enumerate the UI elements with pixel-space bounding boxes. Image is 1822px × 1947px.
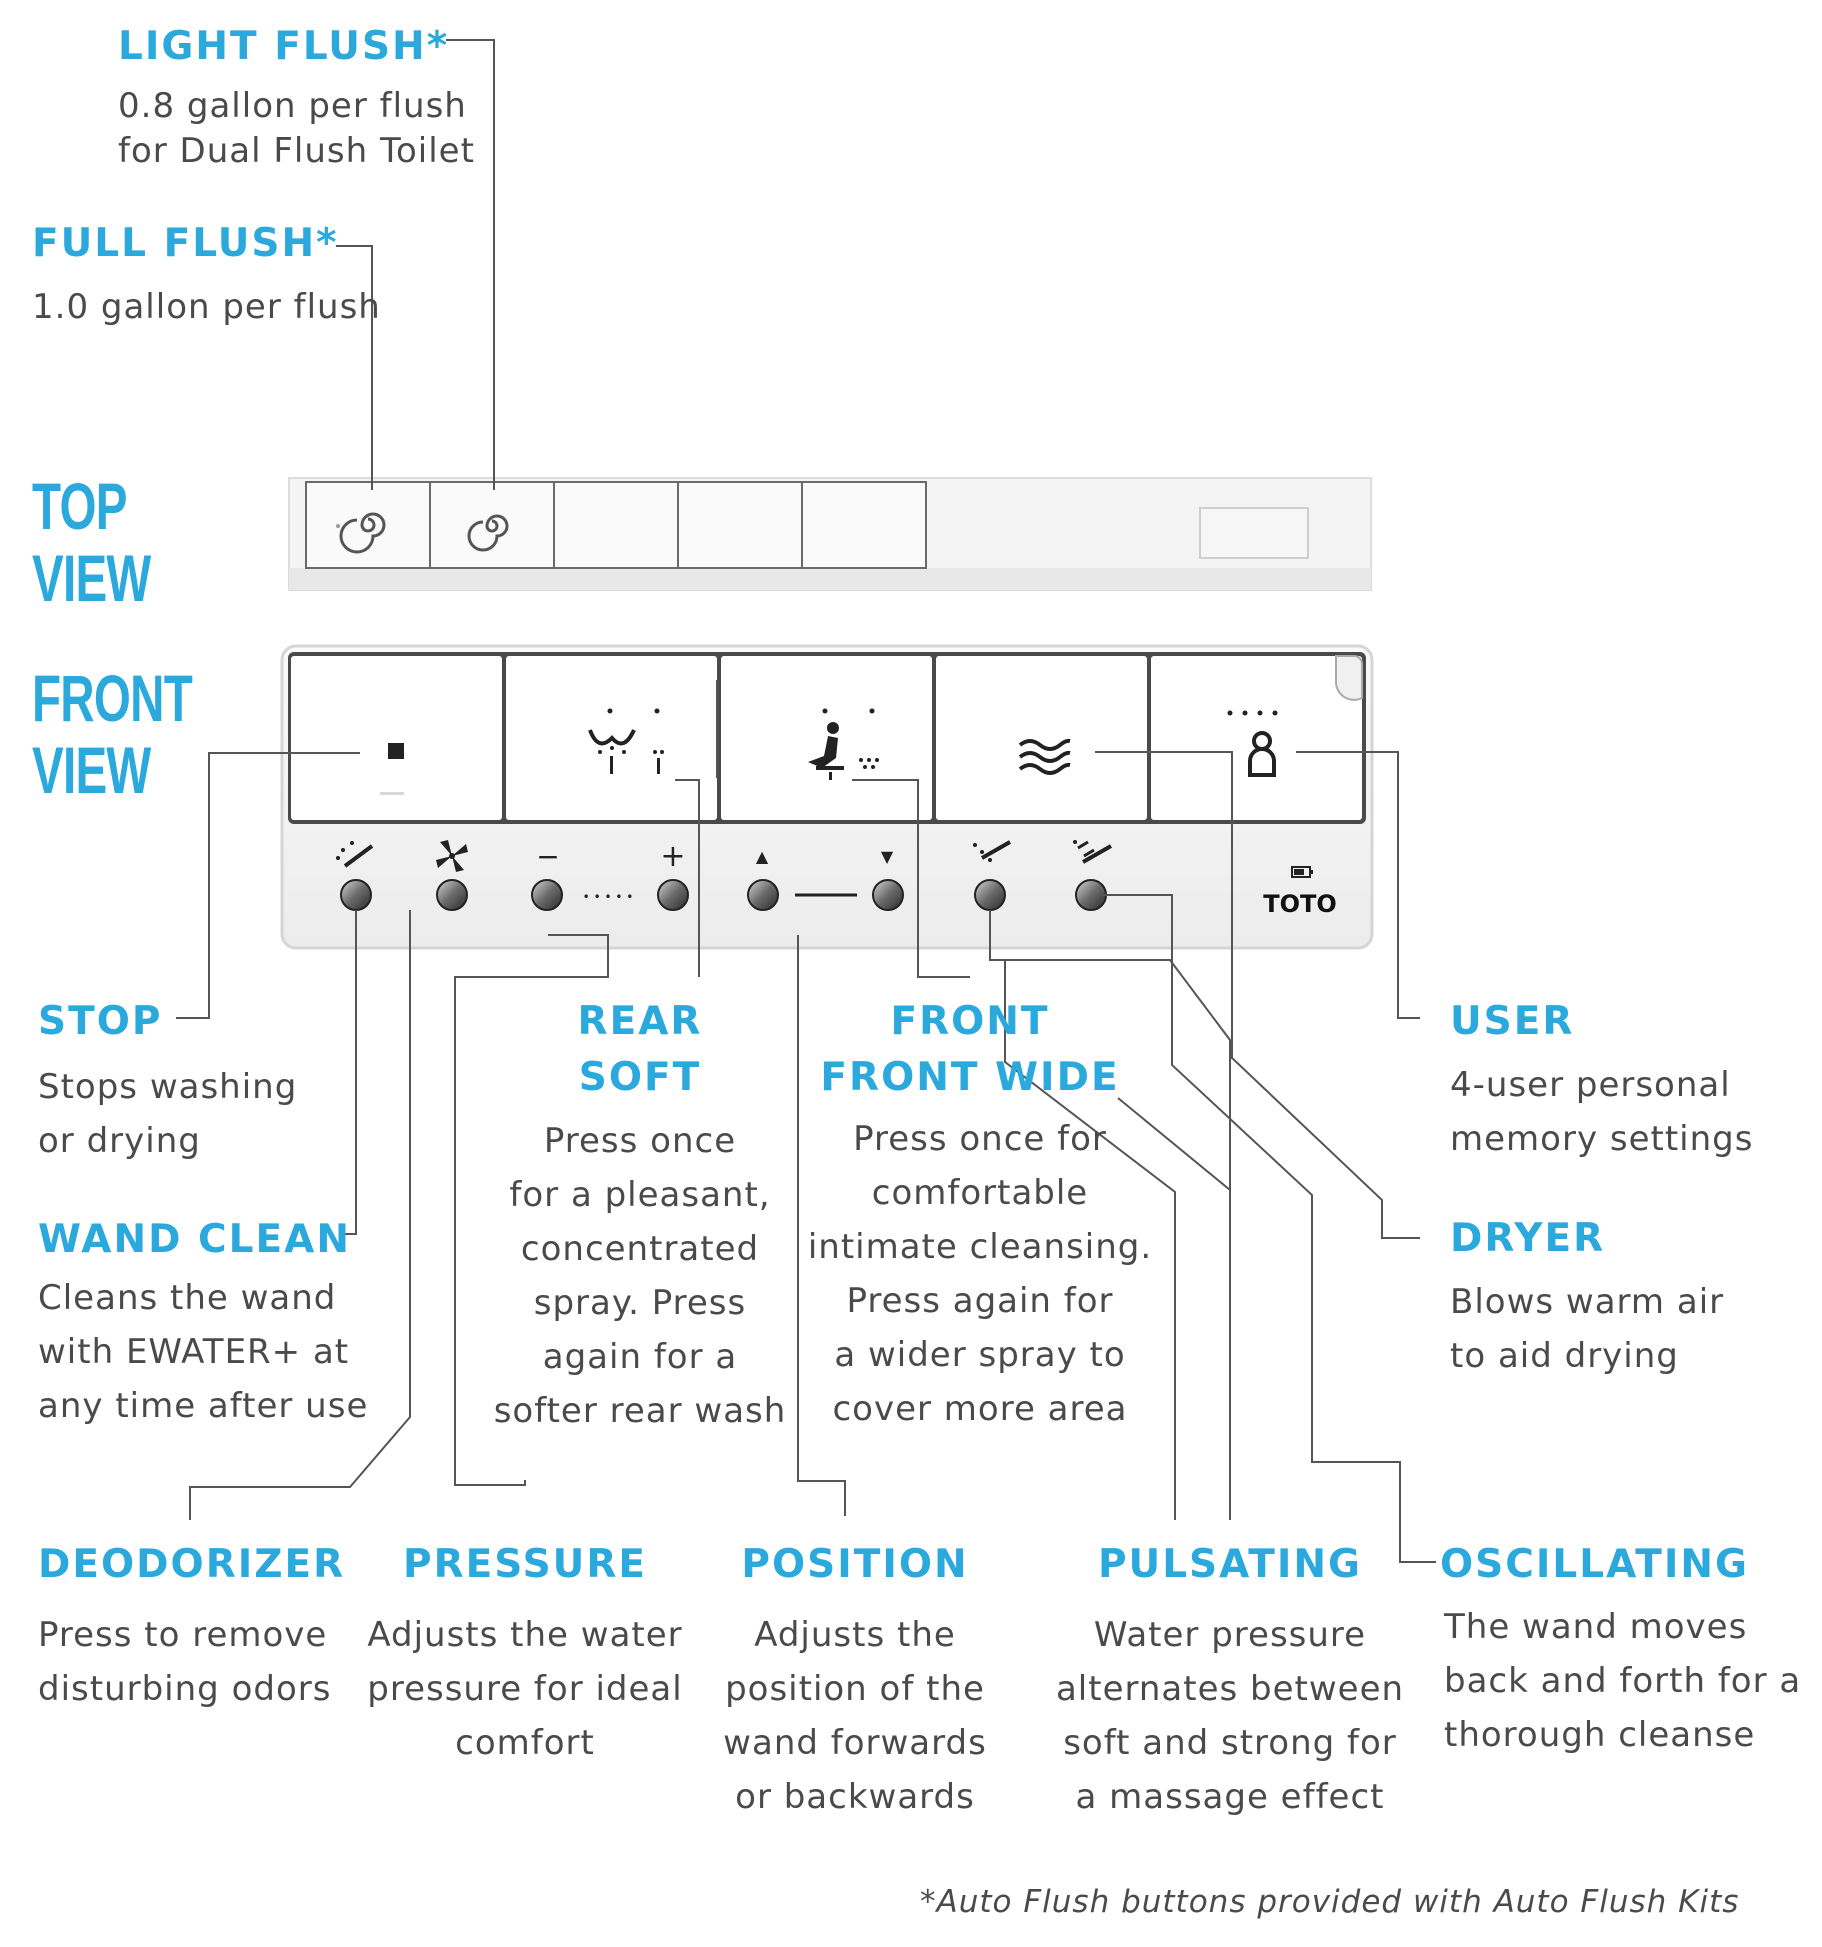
top-blank-button-3[interactable] xyxy=(802,482,926,568)
light-flush-title: LIGHT FLUSH* xyxy=(118,24,450,69)
user-title: USER xyxy=(1450,999,1575,1044)
top-view-label: TOP VIEW xyxy=(32,469,151,615)
front-wide-title: FRONT WIDE xyxy=(820,1055,1120,1100)
top-sensor-window xyxy=(1200,508,1308,558)
up-triangle-icon: ▲ xyxy=(755,847,769,866)
front-view-device xyxy=(282,646,1372,948)
oscillating-desc: The wand moves back and forth for a thorough cleanse xyxy=(1444,1607,1802,1755)
position-title: POSITION xyxy=(741,1542,969,1587)
pulsating-knob[interactable] xyxy=(975,880,1005,910)
position-desc: Adjusts the position of the wand forwards or backwards xyxy=(723,1615,987,1817)
top-blank-button-2[interactable] xyxy=(678,482,802,568)
pulsating-desc: Water pressure alternates between soft and strong for a massage effect xyxy=(1055,1615,1405,1817)
soft-title: SOFT xyxy=(578,1055,702,1100)
wand-clean-knob[interactable] xyxy=(341,880,371,910)
rear-title: REAR xyxy=(577,999,703,1044)
front-wide-button[interactable] xyxy=(721,656,932,820)
front-title: FRONT xyxy=(890,999,1050,1044)
full-flush-button[interactable] xyxy=(306,482,430,568)
stop-button[interactable] xyxy=(291,656,502,820)
plus-icon: + xyxy=(660,839,686,874)
user-desc: 4-user personal memory settings xyxy=(1450,1065,1754,1159)
auto-flush-footnote: *Auto Flush buttons provided with Auto Flush Kits xyxy=(920,1884,1740,1920)
wand-clean-title: WAND CLEAN xyxy=(38,1217,351,1262)
light-flush-desc: 0.8 gallon per flush for Dual Flush Toilet xyxy=(118,86,475,171)
pressure-desc: Adjusts the water pressure for ideal comfort xyxy=(367,1615,683,1763)
stop-title: STOP xyxy=(38,999,163,1044)
down-triangle-icon: ▼ xyxy=(880,847,894,866)
light-flush-button[interactable] xyxy=(430,482,554,568)
pressure-title: PRESSURE xyxy=(402,1542,648,1587)
top-view-device xyxy=(289,478,1371,590)
pressure-dots: • • • • • xyxy=(582,890,634,904)
position-backward-knob[interactable] xyxy=(873,880,903,910)
dryer-button[interactable] xyxy=(936,656,1147,820)
front-view-label: FRONT VIEW xyxy=(32,661,193,807)
top-blank-button-1[interactable] xyxy=(554,482,678,568)
dryer-desc: Blows warm air to aid drying xyxy=(1450,1282,1725,1376)
dryer-title: DRYER xyxy=(1450,1216,1606,1261)
deodorizer-title: DEODORIZER xyxy=(38,1542,346,1587)
wand-clean-desc: Cleans the wand with EWATER+ at any time after use xyxy=(38,1278,369,1426)
minus-icon: − xyxy=(536,840,560,873)
oscillating-title: OSCILLATING xyxy=(1440,1542,1749,1587)
pressure-plus-knob[interactable] xyxy=(658,880,688,910)
full-flush-title: FULL FLUSH* xyxy=(32,221,339,266)
pulsating-title: PULSATING xyxy=(1097,1542,1363,1587)
front-desc: Press once for comfortable intimate cleansing. Press again for a wider spray to cover more area xyxy=(807,1119,1153,1429)
deodorizer-desc: Press to remove disturbing odors xyxy=(38,1615,332,1709)
full-flush-desc: 1.0 gallon per flush xyxy=(32,287,381,327)
toto-logo: TOTO xyxy=(1263,890,1337,918)
pressure-minus-knob[interactable] xyxy=(532,880,562,910)
rear-desc: Press once for a pleasant, concentrated spray. Press again for a softer rear wash xyxy=(493,1121,787,1431)
deodorizer-knob[interactable] xyxy=(437,880,467,910)
position-forward-knob[interactable] xyxy=(748,880,778,910)
stop-desc: Stops washing or drying xyxy=(38,1067,298,1161)
